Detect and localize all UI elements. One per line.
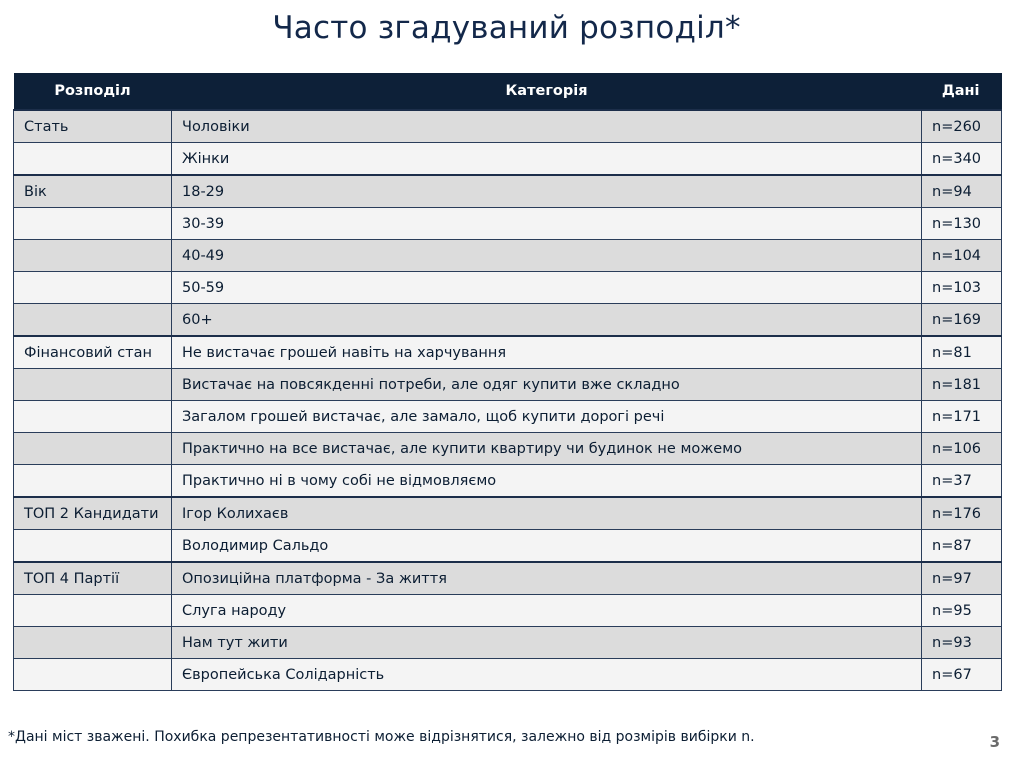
cell-category: 60+ xyxy=(172,304,922,337)
table-row xyxy=(14,175,1002,208)
cell-distribution xyxy=(14,143,172,176)
cell-distribution: Стать xyxy=(14,110,172,143)
cell-data: n=93 xyxy=(922,627,1002,659)
cell-data: n=94 xyxy=(922,175,1002,208)
table-row xyxy=(14,562,1002,595)
cell-data: n=87 xyxy=(922,530,1002,563)
table-row xyxy=(14,208,1002,240)
cell-distribution xyxy=(14,530,172,563)
table-row xyxy=(14,369,1002,401)
cell-data: n=67 xyxy=(922,659,1002,691)
cell-distribution xyxy=(14,208,172,240)
cell-category: Не вистачає грошей навіть на харчування xyxy=(172,336,922,369)
cell-distribution xyxy=(14,595,172,627)
cell-distribution xyxy=(14,401,172,433)
cell-distribution: Вік xyxy=(14,175,172,208)
table-row xyxy=(14,659,1002,691)
table-row xyxy=(14,595,1002,627)
cell-distribution: Фінансовий стан xyxy=(14,336,172,369)
table-header xyxy=(14,73,1002,110)
cell-distribution xyxy=(14,304,172,337)
table-row xyxy=(14,530,1002,563)
table-row xyxy=(14,304,1002,337)
table-row xyxy=(14,497,1002,530)
cell-category: Загалом грошей вистачає, але замало, щоб купити дорогі речі xyxy=(172,401,922,433)
cell-distribution xyxy=(14,433,172,465)
cell-category: Чоловіки xyxy=(172,110,922,143)
cell-data: n=260 xyxy=(922,110,1002,143)
table-row xyxy=(14,627,1002,659)
table-row xyxy=(14,272,1002,304)
distribution-table xyxy=(13,73,1002,691)
cell-category: Жінки xyxy=(172,143,922,176)
cell-category: 18-29 xyxy=(172,175,922,208)
slide-title: Часто згадуваний розподіл* xyxy=(272,10,741,46)
cell-distribution xyxy=(14,465,172,498)
table-body xyxy=(14,110,1002,691)
table-row xyxy=(14,433,1002,465)
cell-distribution: ТОП 2 Кандидати xyxy=(14,497,172,530)
cell-category: Нам тут жити xyxy=(172,627,922,659)
cell-distribution: ТОП 4 Партії xyxy=(14,562,172,595)
table-row xyxy=(14,143,1002,176)
table-row xyxy=(14,110,1002,143)
cell-data: n=176 xyxy=(922,497,1002,530)
cell-data: n=104 xyxy=(922,240,1002,272)
cell-data: n=97 xyxy=(922,562,1002,595)
table-row xyxy=(14,240,1002,272)
header-category: Категорія xyxy=(172,73,922,110)
cell-data: n=106 xyxy=(922,433,1002,465)
cell-category: 50-59 xyxy=(172,272,922,304)
cell-category: 40-49 xyxy=(172,240,922,272)
cell-data: n=103 xyxy=(922,272,1002,304)
cell-distribution xyxy=(14,369,172,401)
cell-data: n=169 xyxy=(922,304,1002,337)
cell-category: 30-39 xyxy=(172,208,922,240)
cell-category: Практично на все вистачає, але купити квартиру чи будинок не можемо xyxy=(172,433,922,465)
cell-distribution xyxy=(14,240,172,272)
header-row xyxy=(14,73,1002,110)
cell-category: Володимир Сальдо xyxy=(172,530,922,563)
cell-category: Практично ні в чому собі не відмовляємо xyxy=(172,465,922,498)
cell-data: n=171 xyxy=(922,401,1002,433)
table-row xyxy=(14,401,1002,433)
cell-category: Європейська Солідарність xyxy=(172,659,922,691)
cell-distribution xyxy=(14,659,172,691)
cell-data: n=95 xyxy=(922,595,1002,627)
footnote: *Дані міст зважені. Похибка репрезентативності може відрізнятися, залежно від розмірів вибірки n. xyxy=(8,729,755,745)
table-row xyxy=(14,465,1002,498)
cell-data: n=130 xyxy=(922,208,1002,240)
cell-category: Ігор Колихаєв xyxy=(172,497,922,530)
page-number: 3 xyxy=(989,733,1000,751)
table-row xyxy=(14,336,1002,369)
header-distribution: Розподіл xyxy=(14,73,172,110)
cell-data: n=37 xyxy=(922,465,1002,498)
cell-category: Опозиційна платформа - За життя xyxy=(172,562,922,595)
header-data: Дані xyxy=(922,73,1002,110)
cell-data: n=340 xyxy=(922,143,1002,176)
cell-category: Вистачає на повсякденні потреби, але одяг купити вже складно xyxy=(172,369,922,401)
cell-distribution xyxy=(14,272,172,304)
cell-distribution xyxy=(14,627,172,659)
cell-data: n=81 xyxy=(922,336,1002,369)
cell-data: n=181 xyxy=(922,369,1002,401)
cell-category: Слуга народу xyxy=(172,595,922,627)
